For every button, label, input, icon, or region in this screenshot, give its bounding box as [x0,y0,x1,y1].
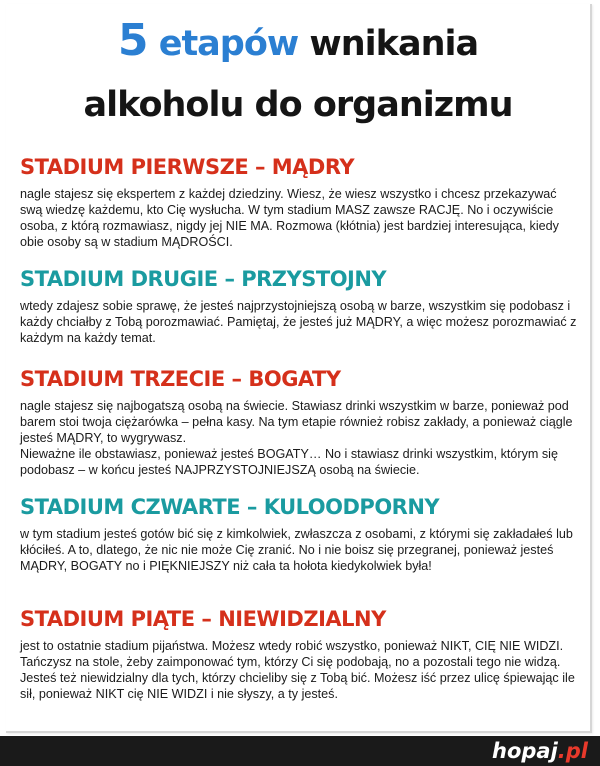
section-body [20,526,580,574]
title-line-1 [6,15,590,66]
section-heading: STADIUM CZWARTE – KULOODPORNY [20,495,440,519]
section-stage-3 [20,366,580,478]
section-paragraph: nagle stajesz się najbogatszą osobą na świecie. Stawiasz drinki wszystkim w barze, ponieważ pod barem stoi twoja ciężarówka – pełna kasy. Na tym etapie również robisz zakłady, a ponieważ ciągle jesteś MĄDRY, to wygrywasz. [20,399,573,445]
section-paragraph: w tym stadium jesteś gotów bić się z kimkolwiek, zwłaszcza z osobami, z którymi się zakładałeś lub kłóciłeś. A to, dlatego, że nic nie może Cię zranić. No i nie boisz się przegranej, ponieważ jesteś MĄDRY, BOGATY no i PIĘKNIEJSZY niż cała ta hołota kiedykolwiek była! [20,527,573,573]
section-paragraph: nagle stajesz się ekspertem z każdej dziedziny. Wiesz, że wiesz wszystko i chcesz przekazywać swą wiedzę każdemu, kto Cię wysłucha. W tym stadium MASZ zawsze RACJĘ. No i oczywiście osoba, z którą rozmawiasz, nigdy jej NIE MA. Rozmowa (kłótnia) jest bardziej interesująca, kiedy obie osoby są w stadium MĄDROŚCI. [20,187,559,249]
section-stage-5 [20,606,580,702]
title-number: 5 [117,15,148,66]
title-word-etapow: etapów [158,24,299,64]
section-stage-1 [20,154,580,250]
logo-tld: .pl [557,739,588,763]
section-paragraph: wtedy zdajesz sobie sprawę, że jesteś najprzystojniejszą osobą w barze, wszystkim się podobasz i każdy chciałby z Tobą porozmawiać. Pamiętaj, że jesteś już MĄDRY, a więc możesz porozmawiać z każdym na każdy temat. [20,299,577,345]
section-paragraph: jest to ostatnie stadium pijaństwa. Możesz wtedy robić wszystko, ponieważ NIKT, CIĘ NIE WIDZI. Tańczysz na stole, żeby zaimponować tym, którzy Ci się podobają, no a pozostali tego nie widzą. Jesteś też niewidzialny dla tych, którzy chcieliby się z Tobą bić. Możesz iść przez ulicę śpiewając ile sił, ponieważ NIKT cię NIE WIDZI i nie słyszy, a ty jesteś. [20,639,575,701]
section-stage-2 [20,266,580,346]
section-body [20,186,580,250]
section-heading: STADIUM TRZECIE – BOGATY [20,367,341,391]
section-paragraph: Nieważne ile obstawiasz, ponieważ jesteś BOGATY… No i stawiasz drinki wszystkim, którym się podobasz – w końcu jesteś NAJPRZYSTOJNIEJSZĄ osobą na świecie. [20,447,558,477]
section-heading: STADIUM PIERWSZE – MĄDRY [20,155,355,179]
poster [6,4,592,733]
site-logo[interactable] [492,738,588,764]
section-heading: STADIUM DRUGIE – PRZYSTOJNY [20,267,387,291]
footer-bar [0,736,600,766]
title-line-2: alkoholu do organizmu [83,85,513,125]
title-word-wnikania: wnikania [309,24,479,64]
section-body [20,398,580,478]
logo-name: hopaj [492,739,558,763]
section-body [20,298,580,346]
section-body [20,638,580,702]
section-heading: STADIUM PIĄTE – NIEWIDZIALNY [20,607,386,631]
section-stage-4 [20,494,580,574]
